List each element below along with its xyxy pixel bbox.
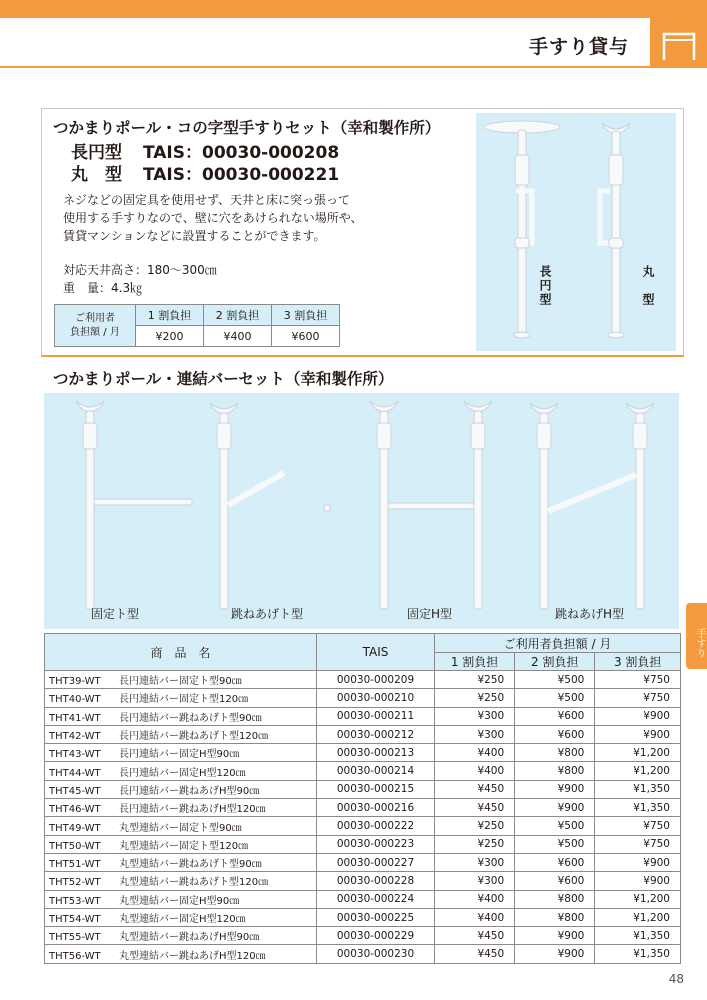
table-row	[45, 890, 681, 908]
col-header-tais: TAIS	[317, 634, 435, 671]
price-30pct: ¥750	[595, 835, 681, 853]
price-10pct: ¥450	[435, 799, 515, 817]
price-30pct: ¥1,200	[595, 762, 681, 780]
price-30pct: ¥900	[595, 725, 681, 743]
header-underline	[0, 66, 650, 68]
col-header-20pct: 2 割負担	[515, 653, 595, 671]
price-10pct: ¥450	[435, 780, 515, 798]
table-row	[45, 780, 681, 798]
section1-description	[63, 191, 443, 245]
price-20pct: ¥900	[515, 927, 595, 945]
price-10pct: ¥250	[435, 817, 515, 835]
product-code: THT40-WT	[49, 694, 101, 706]
product-name	[45, 689, 317, 707]
product-name	[45, 945, 317, 963]
tais-code: 00030-000209	[317, 671, 435, 689]
product-code: THT45-WT	[49, 785, 101, 797]
price-10pct: ¥400	[435, 762, 515, 780]
product-price-table	[44, 633, 681, 964]
product-name	[45, 744, 317, 762]
price-20pct: ¥600	[515, 853, 595, 871]
tais-code: 00030-000212	[317, 725, 435, 743]
price-20pct: ¥800	[515, 762, 595, 780]
price-20pct: ¥600	[515, 725, 595, 743]
product-title: 長円連結バー跳ねあげH型90㎝	[119, 785, 260, 797]
tais-round	[71, 160, 339, 185]
price-10pct: ¥400	[435, 908, 515, 926]
tais-code: 00030-000229	[317, 927, 435, 945]
price-10pct: ¥250	[435, 689, 515, 707]
ko-shape-photo-panel	[476, 113, 676, 351]
tais-oval-label: 長円型	[71, 143, 122, 163]
tais-code: 00030-000223	[317, 835, 435, 853]
price-30pct: ¥750	[595, 671, 681, 689]
col-header-burden: ご利用者負担額 / 月	[435, 634, 681, 653]
tais-code: 00030-000222	[317, 817, 435, 835]
product-code: THT55-WT	[49, 932, 101, 944]
product-title: 丸型連結バー固定H型90㎝	[119, 895, 240, 907]
price-20pct: ¥900	[515, 945, 595, 963]
product-code: THT44-WT	[49, 767, 101, 779]
table-row	[45, 945, 681, 963]
product-title: 丸型連結バー跳ねあげト型90㎝	[119, 859, 262, 871]
caption-fixed-t: 固定ト型	[91, 607, 140, 621]
price-20pct: ¥900	[515, 780, 595, 798]
tais-code: 00030-000216	[317, 799, 435, 817]
product-title: 丸型連結バー跳ねあげト型120㎝	[119, 877, 269, 889]
price-20pct: ¥500	[515, 671, 595, 689]
product-title: 長円連結バー跳ねあげト型120㎝	[119, 731, 269, 743]
price-30pct: ¥1,350	[595, 927, 681, 945]
table-row	[45, 725, 681, 743]
side-tab-handrail[interactable]: 手すり	[686, 603, 707, 669]
product-title: 長円連結バー固定ト型120㎝	[119, 694, 249, 706]
price-30pct: ¥750	[595, 817, 681, 835]
product-name	[45, 817, 317, 835]
page-title: 手すり貸与	[528, 36, 629, 58]
product-name	[45, 799, 317, 817]
product-code: THT53-WT	[49, 895, 101, 907]
product-code: THT51-WT	[49, 859, 101, 871]
product-title: 長円連結バー固定ト型90㎝	[119, 676, 242, 688]
product-name	[45, 671, 317, 689]
price-30pct: ¥1,350	[595, 945, 681, 963]
price-10pct: ¥300	[435, 872, 515, 890]
price-20pct: ¥600	[515, 707, 595, 725]
section1-title: つかまりポール・コの字型手すりセット（幸和製作所）	[53, 119, 441, 137]
price-30pct: ¥1,350	[595, 780, 681, 798]
table-row	[45, 707, 681, 725]
price-10pct: ¥400	[435, 890, 515, 908]
product-code: THT41-WT	[49, 712, 101, 724]
product-code: THT42-WT	[49, 731, 101, 743]
table-row	[45, 908, 681, 926]
description-line: 賃貸マンションなどに設置することができます。	[63, 229, 326, 243]
table-row	[45, 835, 681, 853]
handrail-icon	[660, 28, 698, 60]
product-title: 丸型連結バー跳ねあげH型120㎝	[119, 950, 266, 962]
product-name	[45, 890, 317, 908]
price-20pct: ¥800	[515, 744, 595, 762]
tais-code: 00030-000228	[317, 872, 435, 890]
product-title: 長円連結バー固定H型120㎝	[119, 767, 246, 779]
tais-code: 00030-000214	[317, 762, 435, 780]
product-name	[45, 780, 317, 798]
product-code: THT52-WT	[49, 877, 101, 889]
price-header: ご利用者 負担額 / 月	[55, 305, 136, 347]
table-row	[45, 872, 681, 890]
tais-round-code: TAIS：00030-000221	[143, 165, 340, 185]
tais-code: 00030-000224	[317, 890, 435, 908]
table-row	[45, 853, 681, 871]
product-name	[45, 872, 317, 890]
top-accent-bar	[0, 0, 707, 18]
tais-code: 00030-000210	[317, 689, 435, 707]
price-30pct: ¥900	[595, 707, 681, 725]
photo-label-oval: 長円型	[538, 265, 552, 307]
price-30pct: ¥750	[595, 689, 681, 707]
col-header-name: 商 品 名	[45, 634, 317, 671]
table-row	[45, 744, 681, 762]
price-10pct: ¥450	[435, 927, 515, 945]
price-10pct: ¥400	[435, 744, 515, 762]
section1-price-table	[54, 304, 340, 347]
price-30pct: ¥1,200	[595, 890, 681, 908]
tais-code: 00030-000215	[317, 780, 435, 798]
product-name	[45, 908, 317, 926]
product-name	[45, 707, 317, 725]
price-col-1: 1 割負担	[136, 305, 204, 326]
tais-code: 00030-000211	[317, 707, 435, 725]
caption-fixed-h: 固定H型	[407, 607, 453, 621]
product-name	[45, 725, 317, 743]
price-20pct: ¥800	[515, 908, 595, 926]
price-30pct: ¥900	[595, 872, 681, 890]
handrail-icon-box	[650, 18, 707, 68]
pole-illustration	[476, 113, 676, 351]
tais-code: 00030-000213	[317, 744, 435, 762]
product-title: 丸型連結バー固定ト型90㎝	[119, 822, 242, 834]
price-30pct: ¥1,200	[595, 908, 681, 926]
product-title: 長円連結バー固定H型90㎝	[119, 749, 240, 761]
section-divider	[41, 355, 684, 357]
product-code: THT43-WT	[49, 749, 101, 761]
product-code: THT39-WT	[49, 676, 101, 688]
description-line: ネジなどの固定具を使用せず、天井と床に突っ張って	[63, 193, 351, 207]
product-title: 長円連結バー跳ねあげH型120㎝	[119, 804, 266, 816]
table-row	[45, 927, 681, 945]
section2-title: つかまりポール・連結バーセット（幸和製作所）	[53, 370, 394, 388]
col-header-30pct: 3 割負担	[595, 653, 681, 671]
product-code: THT50-WT	[49, 840, 101, 852]
photo-label-round: 丸 型	[641, 265, 655, 307]
price-10pct: ¥300	[435, 725, 515, 743]
price-30pct: ¥900	[595, 853, 681, 871]
product-name	[45, 853, 317, 871]
table-row	[45, 799, 681, 817]
price-value-2: ¥400	[204, 326, 272, 347]
product-code: THT49-WT	[49, 822, 101, 834]
product-code: THT54-WT	[49, 914, 101, 925]
product-name	[45, 835, 317, 853]
caption-flip-t: 跳ねあげト型	[231, 607, 304, 621]
product-title: 丸型連結バー跳ねあげH型90㎝	[119, 932, 260, 944]
price-10pct: ¥450	[435, 945, 515, 963]
product-title: 長円連結バー跳ねあげト型90㎝	[119, 712, 262, 724]
price-20pct: ¥800	[515, 890, 595, 908]
price-value-1: ¥200	[136, 326, 204, 347]
tais-oval-code: TAIS：00030-000208	[143, 143, 340, 163]
connector-bar-illustration	[44, 393, 679, 629]
table-row	[45, 689, 681, 707]
price-10pct: ¥300	[435, 707, 515, 725]
tais-round-label: 丸 型	[71, 165, 122, 185]
product-code: THT56-WT	[49, 950, 101, 962]
table-row	[45, 817, 681, 835]
price-col-3: 3 割負担	[272, 305, 340, 326]
price-30pct: ¥1,350	[595, 799, 681, 817]
price-col-2: 2 割負担	[204, 305, 272, 326]
price-20pct: ¥900	[515, 799, 595, 817]
tais-code: 00030-000227	[317, 853, 435, 871]
price-20pct: ¥500	[515, 689, 595, 707]
price-30pct: ¥1,200	[595, 744, 681, 762]
product-name	[45, 762, 317, 780]
caption-flip-h: 跳ねあげH型	[555, 607, 625, 621]
price-10pct: ¥250	[435, 835, 515, 853]
price-20pct: ¥500	[515, 835, 595, 853]
price-20pct: ¥500	[515, 817, 595, 835]
description-line: 使用する手すりなので、壁に穴をあけられない場所や、	[63, 211, 363, 225]
tais-code: 00030-000225	[317, 908, 435, 926]
spec-weight: 重 量：4.3㎏	[63, 281, 143, 295]
page-number: 48	[668, 972, 684, 986]
table-row	[45, 671, 681, 689]
product-title: 丸型連結バー固定ト型120㎝	[119, 840, 249, 852]
tais-code: 00030-000230	[317, 945, 435, 963]
spec-ceiling-height: 対応天井高さ：180～300㎝	[63, 263, 217, 277]
product-name	[45, 927, 317, 945]
table-row	[45, 762, 681, 780]
col-header-10pct: 1 割負担	[435, 653, 515, 671]
price-20pct: ¥600	[515, 872, 595, 890]
connector-bar-photo-panel	[44, 393, 679, 629]
product-title: 丸型連結バー固定H型120㎝	[119, 914, 246, 925]
price-10pct: ¥300	[435, 853, 515, 871]
price-10pct: ¥250	[435, 671, 515, 689]
price-value-3: ¥600	[272, 326, 340, 347]
product-code: THT46-WT	[49, 804, 101, 816]
